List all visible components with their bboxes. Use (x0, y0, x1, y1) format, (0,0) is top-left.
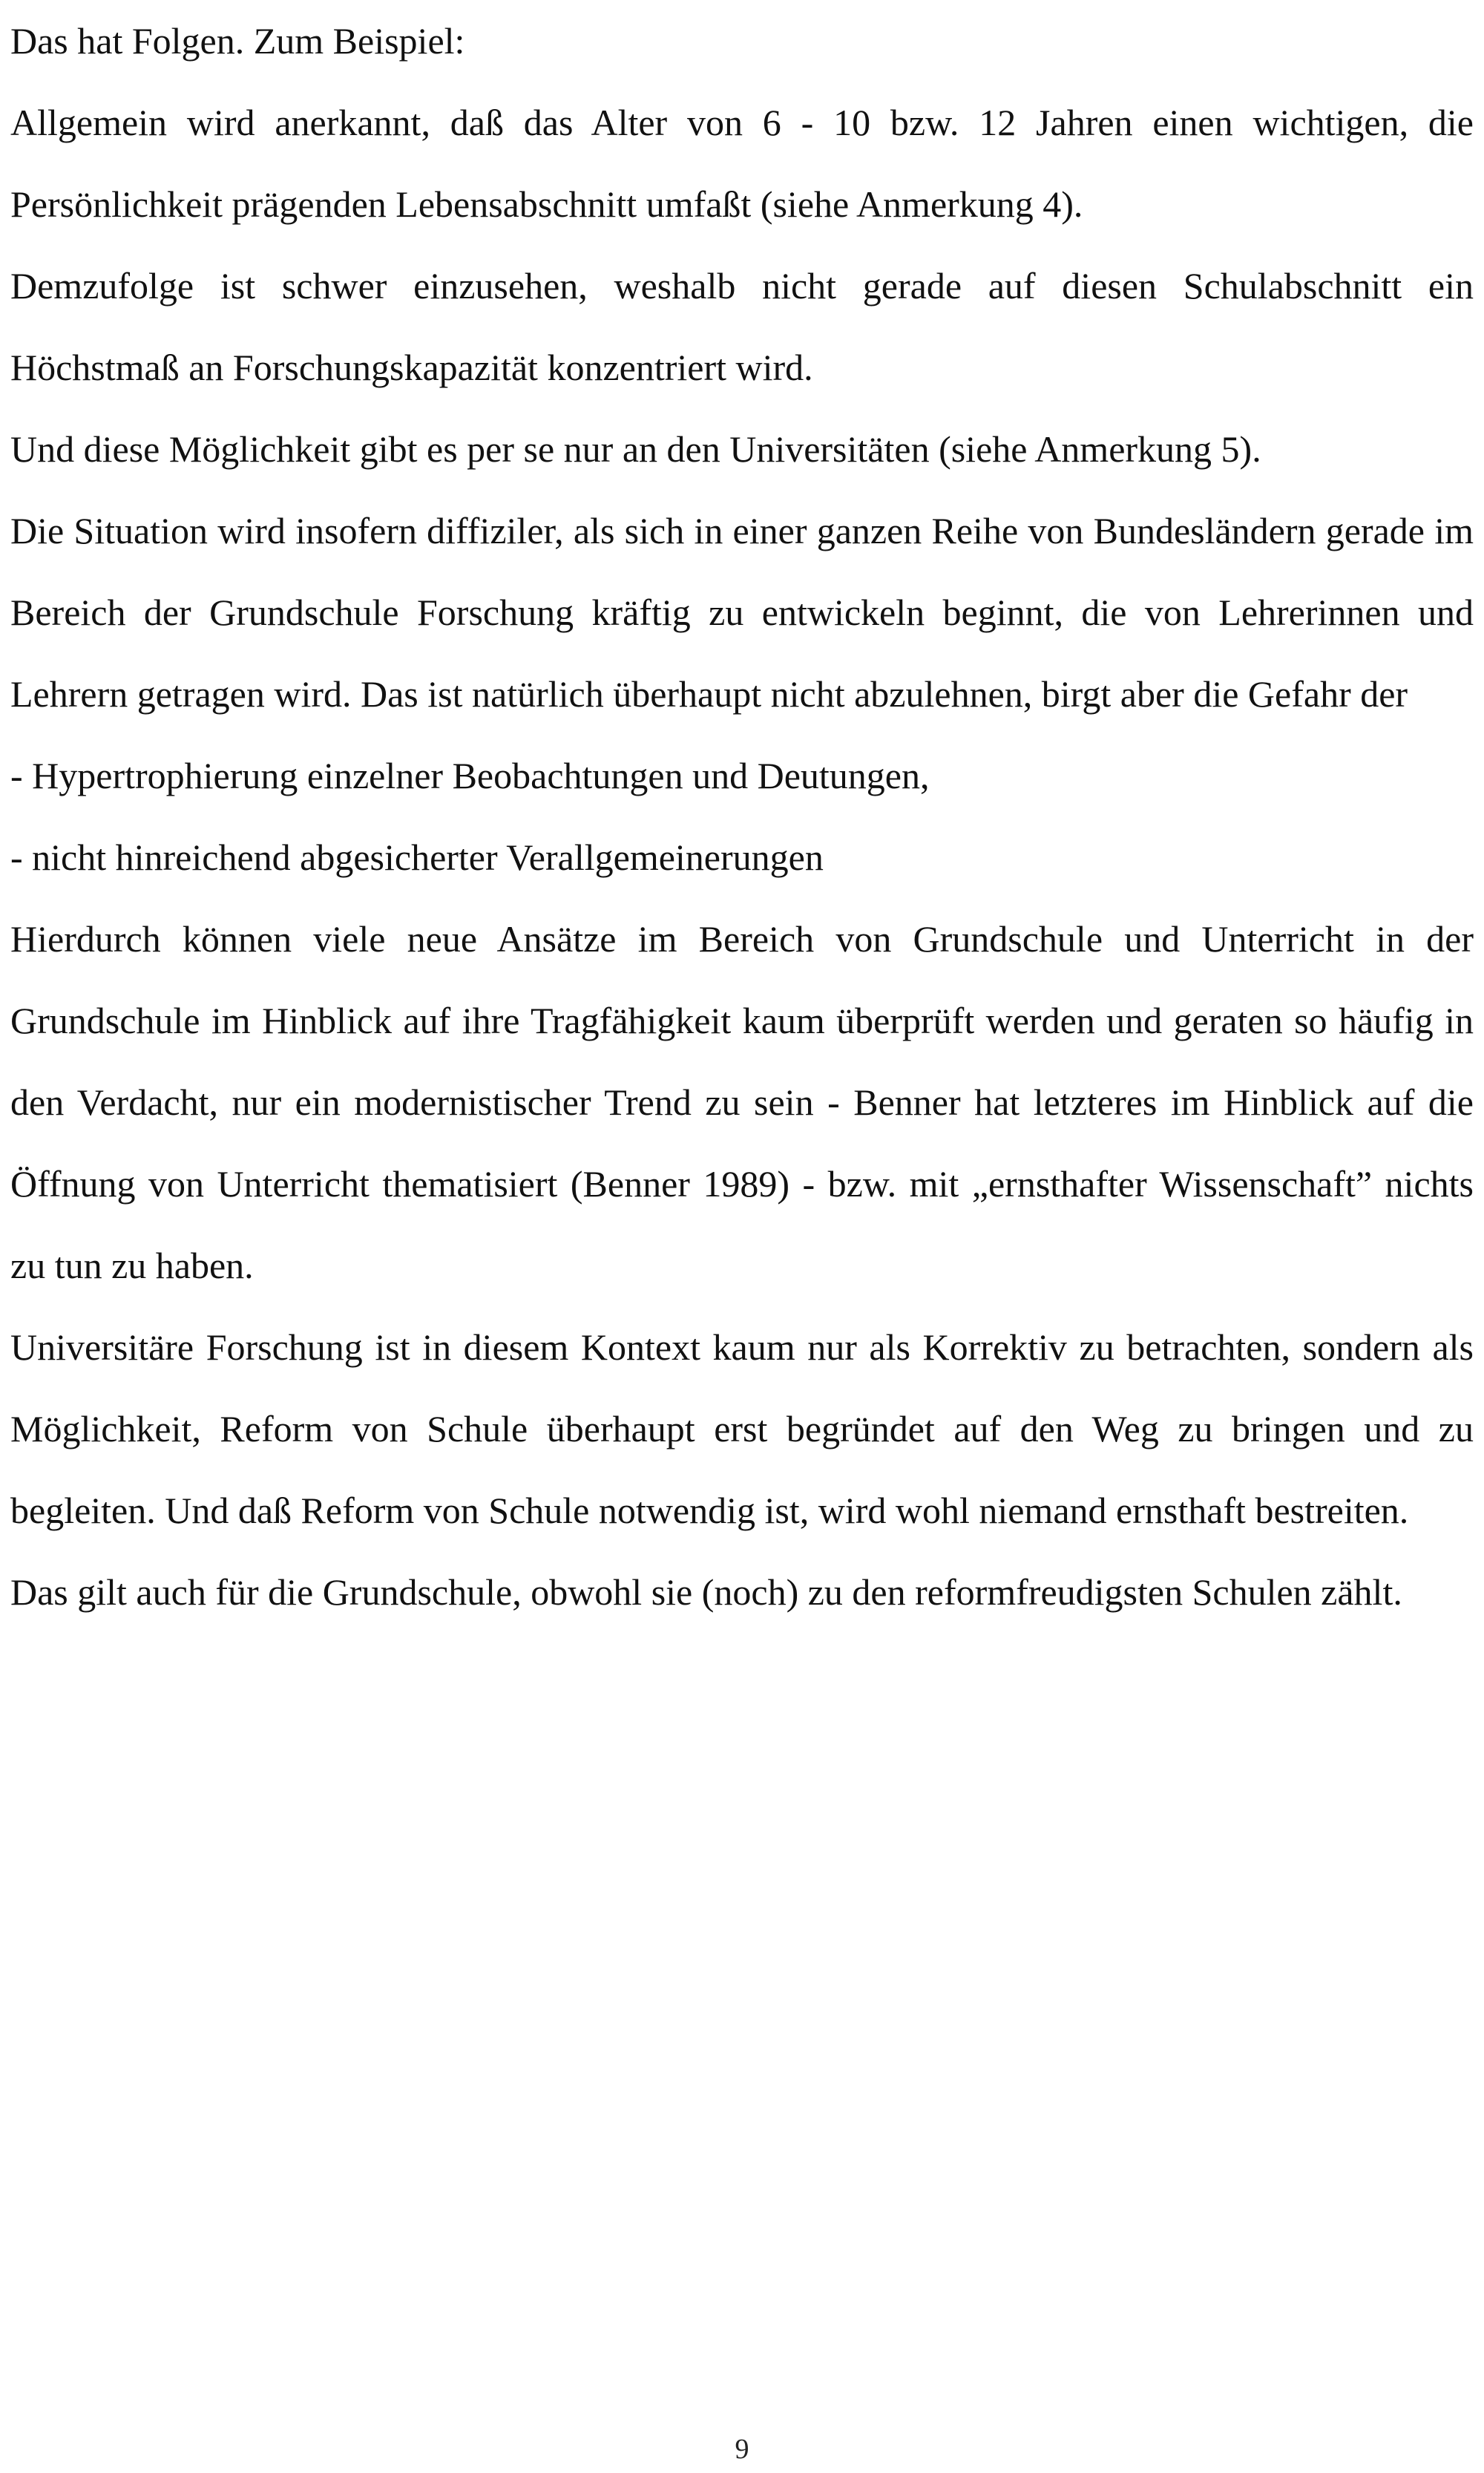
paragraph-primary-school: Das gilt auch für die Grundschule, obwohl sie (noch) zu den reformfreudigsten Schulen zählt. (10, 1571, 1402, 1613)
paragraph-research: Universitäre Forschung ist in diesem Kontext kaum nur als Korrektiv zu betrachten, sondern als Möglichkeit, Reform von Schule überhaupt erst begründet auf den Weg zu bringen und zu begleiten. Und daß Reform von Schule notwendig ist, wird wohl niemand ernsthaft bestreiten. (10, 1326, 1474, 1531)
page-number: 9 (735, 2434, 749, 2465)
paragraph-situation: Die Situation wird insofern diffiziler, als sich in einer ganzen Reihe von Bundesländern gerade im Bereich der Grundschule Forschung kräftig zu entwickeln beginnt, die von Lehrerinnen und Lehrern getragen wird. Das ist natürlich überhaupt nicht abzulehnen, birgt aber die Gefahr der (10, 510, 1474, 715)
paragraph-consequence: Demzufolge ist schwer einzusehen, weshalb nicht gerade auf diesen Schulabschnitt ein Höchstmaß an Forschungskapazität konzentriert wird. (10, 265, 1474, 388)
body-text (10, 0, 1474, 1633)
paragraph-age: Allgemein wird anerkannt, daß das Alter von 6 - 10 bzw. 12 Jahren einen wichtigen, die Persönlichkeit prägenden Lebensabschnitt umfaßt (siehe Anmerkung 4). (10, 102, 1474, 225)
list-item-generalization: - nicht hinreichend abgesicherter Verallgemeinerungen (10, 836, 824, 878)
paragraph-universities: Und diese Möglichkeit gibt es per se nur an den Universitäten (siehe Anmerkung 5). (10, 428, 1261, 470)
paragraph-intro: Das hat Folgen. Zum Beispiel: (10, 20, 465, 62)
paragraph-approaches: Hierdurch können viele neue Ansätze im Bereich von Grundschule und Unterricht in der Grundschule im Hinblick auf ihre Tragfähigkeit kaum überprüft werden und geraten so häufig in den Verdacht, nur ein modernistischer Trend zu sein - Benner hat letzteres im Hinblick auf die Öffnung von Unterricht thematisiert (Benner 1989) - bzw. mit „ernsthafter Wissenschaft” nichts zu tun zu haben. (10, 918, 1474, 1286)
list-item-hypertrophy: - Hypertrophierung einzelner Beobachtungen und Deutungen, (10, 755, 930, 796)
